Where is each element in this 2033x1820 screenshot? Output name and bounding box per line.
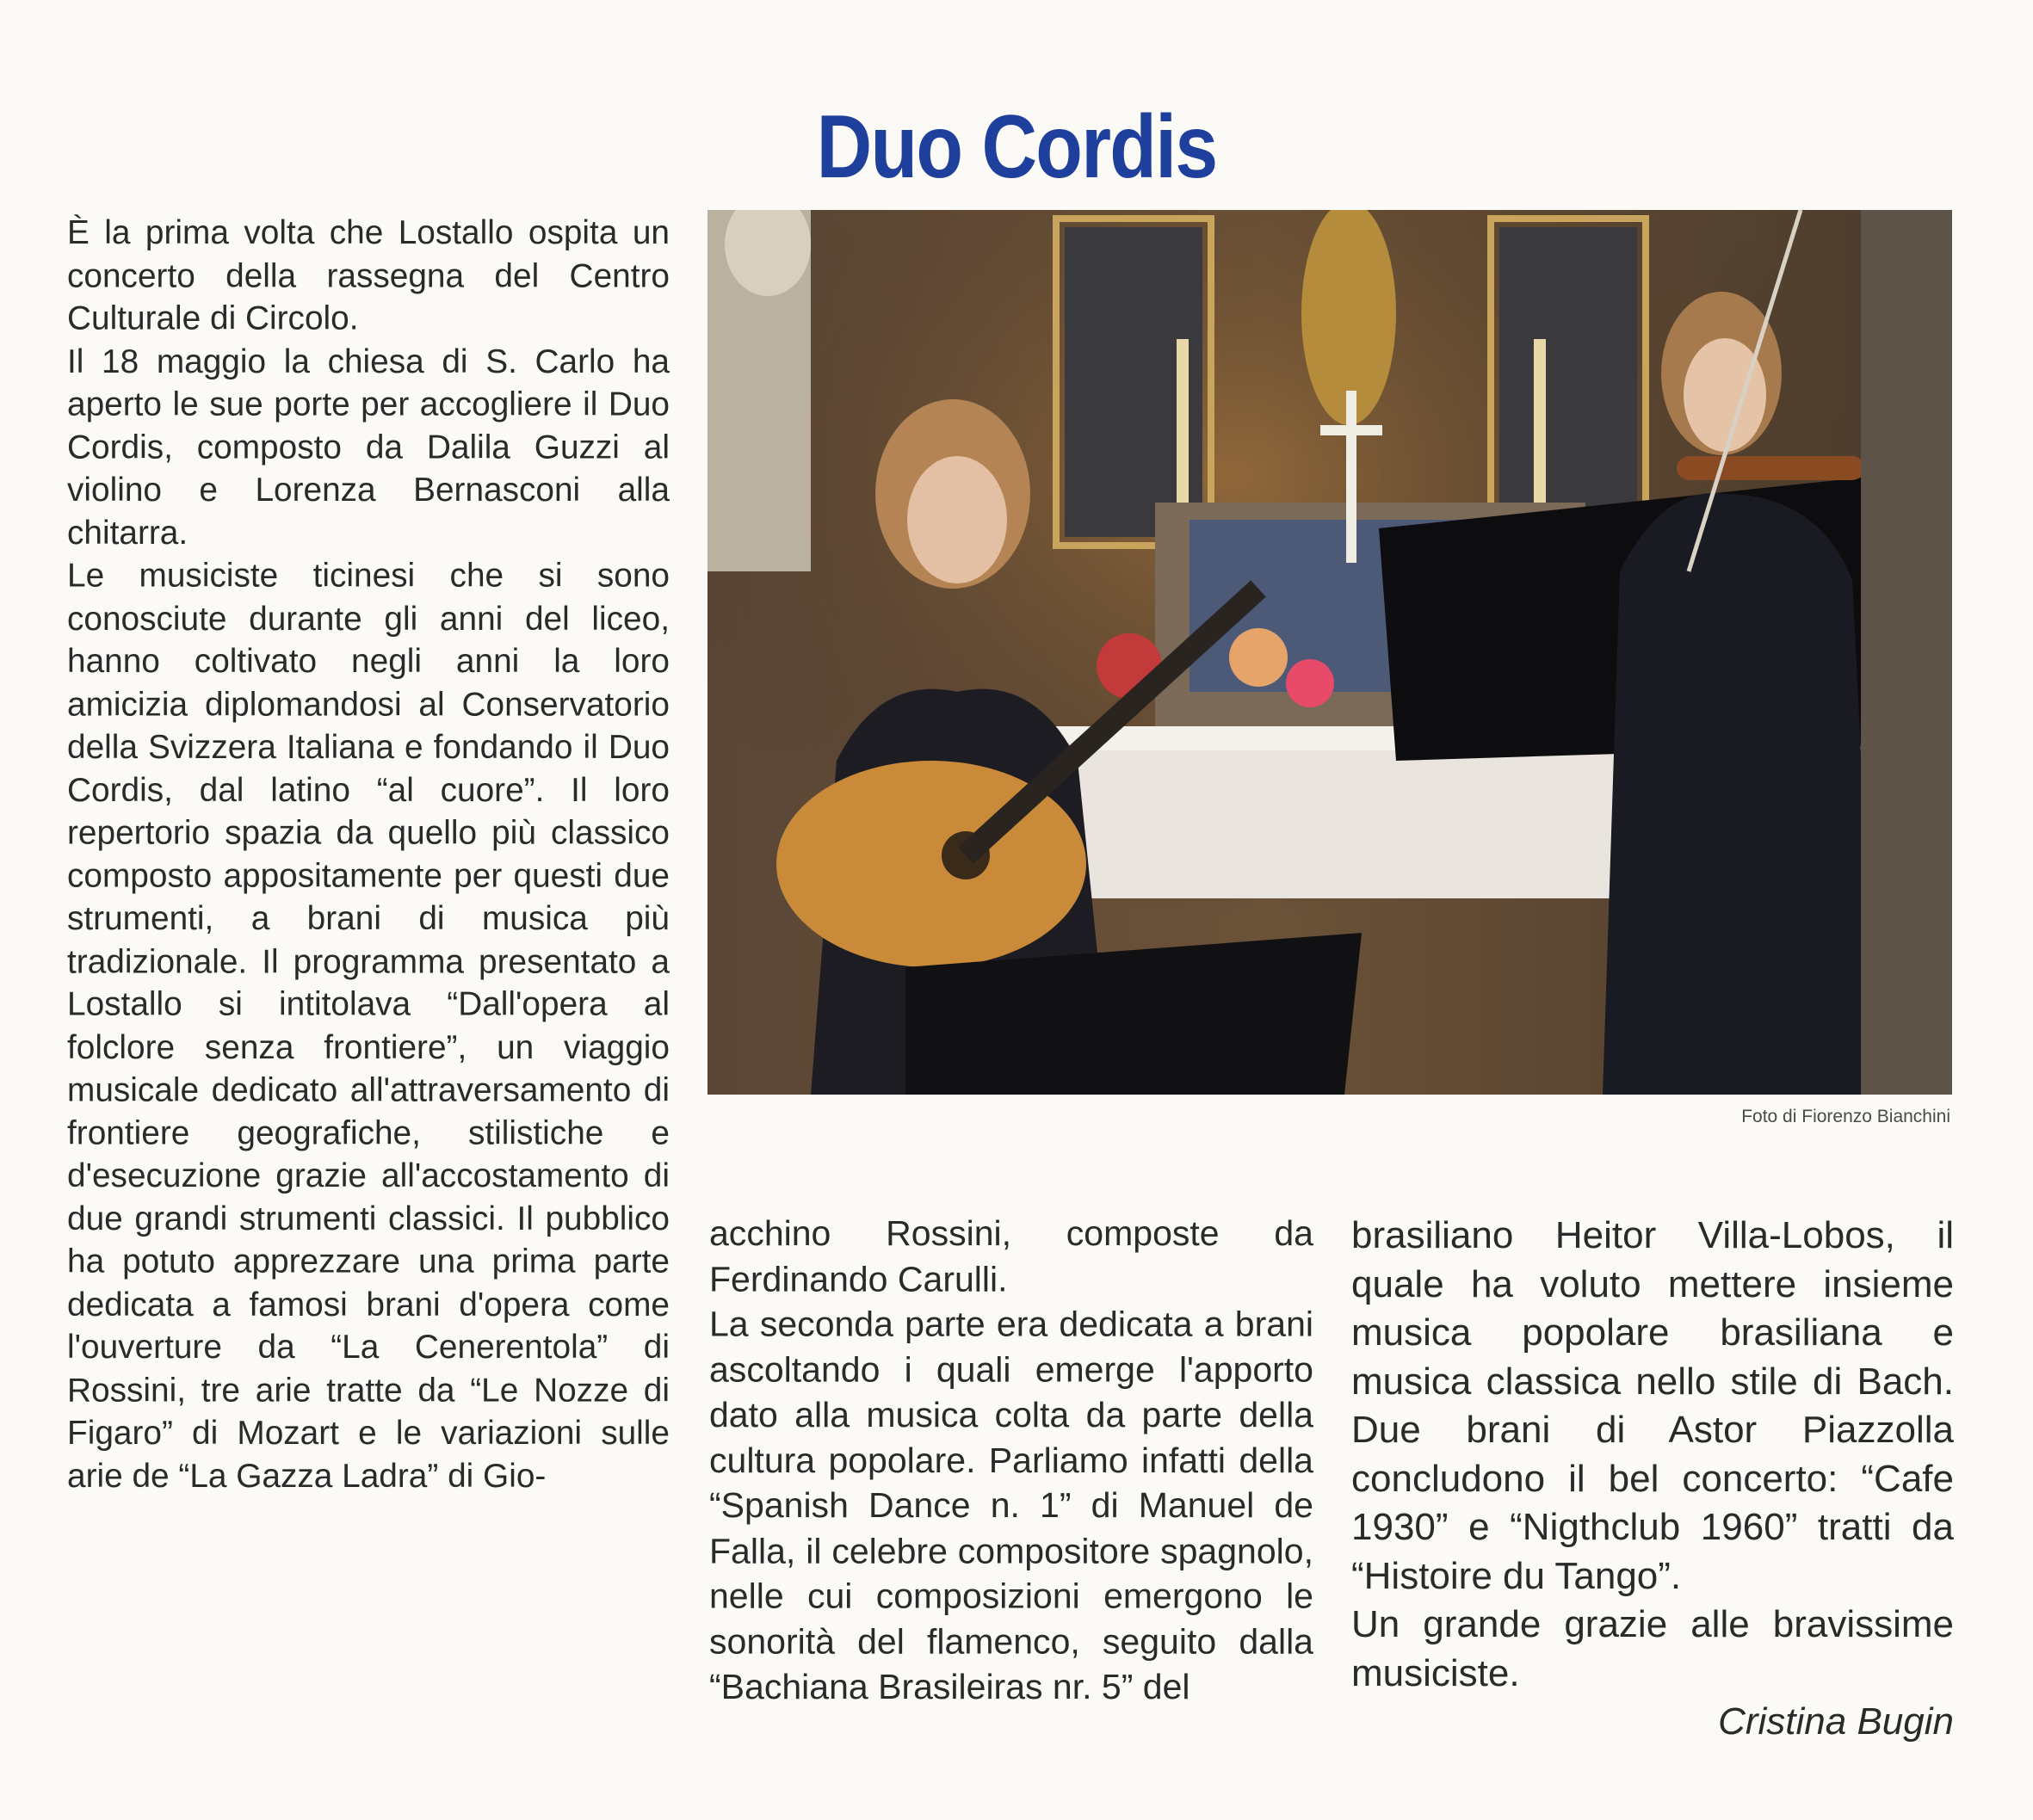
article-column-2 <box>709 1212 1313 1710</box>
paragraph: Un grande grazie alle bravissime musiciste. <box>1351 1603 1954 1694</box>
paragraph: Il 18 maggio la chiesa di S. Carlo ha aperto le sue porte per accogliere il Duo Cordis, composto da Dalila Guzzi al violino e Lorenza Bernasconi alla chitarra. <box>67 342 670 552</box>
article-column-1 <box>67 212 670 1497</box>
paragraph: acchino Rossini, composte da Ferdinando Carulli. <box>709 1213 1313 1299</box>
photo-caption: Foto di Fiorenzo Bianchini <box>1741 1107 1950 1126</box>
author-signature: Cristina Bugin <box>1718 1700 1954 1743</box>
paragraph: Le musiciste ticinesi che si sono conosciute durante gli anni del liceo, hanno coltivato negli anni la loro amicizia diplomandosi al Conservatorio della Svizzera Italiana e fondando il Duo Cordis, dal latino “al cuore”. Il loro repertorio spazia da quello più classico composto appositamente per questi due strumenti, a brani di musica più tradizionale. Il programma presentato a Lostallo si intitolava “Dall'opera al folclore senza frontiere”, un viaggio musicale dedicato all'attraversamento di frontiere geografiche, stilistiche e d'esecuzione grazie all'accostamento di due grandi strumenti classici. Il pubblico ha potuto apprezzare una prima parte dedicata a famosi brani d'opera come l'ouverture da “La Cenerentola” di Rossini, tre arie tratte da “Le Nozze di Figaro” di Mozart e le variazioni sulle arie de “La Gazza Ladra” di Gio- <box>67 557 670 1495</box>
article-column-3 <box>1351 1212 1954 1747</box>
paragraph: La seconda parte era dedicata a brani ascoltando i quali emerge l'apporto dato alla musica colta da parte della cultura popolare. Parliamo infatti della “Spanish Dance n. 1” di Manuel de Falla, il celebre compositore spagnolo, nelle cui composizioni emergono le sonorità del flamenco, seguito dalla “Bachiana Brasileiras nr. 5” del <box>709 1305 1313 1707</box>
concert-photo <box>708 210 1952 1095</box>
photo-illustration <box>708 210 1952 1095</box>
paragraph: È la prima volta che Lostallo ospita un concerto della rassegna del Centro Culturale di Circolo. <box>67 213 670 337</box>
article-title: Duo Cordis <box>816 96 1217 197</box>
paragraph: brasiliano Heitor Villa-Lobos, il quale ha voluto mettere insieme musica popolare brasiliana e musica classica nello stile di Bach. Due brani di Astor Piazzolla concludono il bel concerto: “Cafe 1930” e “Nigthclub 1960” tratti da “Histoire du Tango”. <box>1351 1214 1954 1597</box>
